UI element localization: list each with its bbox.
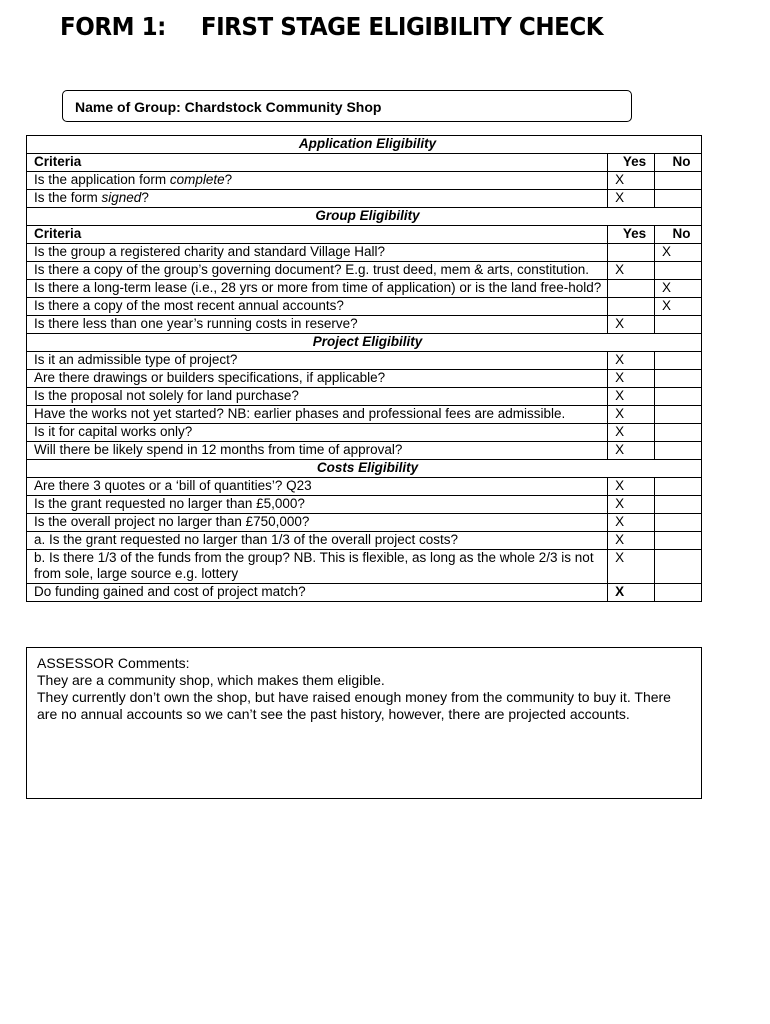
criteria-cell: Are there drawings or builders specifications, if applicable? xyxy=(27,370,608,388)
no-cell xyxy=(655,478,702,496)
section-title: Group Eligibility xyxy=(27,208,702,226)
table-row xyxy=(27,352,702,370)
yes-cell xyxy=(608,298,655,316)
yes-cell: X xyxy=(608,514,655,532)
table-row xyxy=(27,532,702,550)
yes-cell: X xyxy=(608,550,655,584)
table-row xyxy=(27,514,702,532)
table-row xyxy=(27,370,702,388)
table-row xyxy=(27,584,702,602)
no-cell: X xyxy=(655,298,702,316)
form-number: FORM 1: xyxy=(60,12,166,41)
criteria-cell: Is there less than one year’s running costs in reserve? xyxy=(27,316,608,334)
no-header: No xyxy=(655,154,702,172)
table-row xyxy=(27,406,702,424)
table-row xyxy=(27,316,702,334)
yes-cell: X xyxy=(608,584,655,602)
table-row xyxy=(27,550,702,584)
criteria-text-end: ? xyxy=(224,172,233,187)
criteria-cell: Is the group a registered charity and standard Village Hall? xyxy=(27,244,608,262)
criteria-cell: Are there 3 quotes or a ‘bill of quantities’? Q23 xyxy=(27,478,608,496)
form-heading: FIRST STAGE ELIGIBILITY CHECK xyxy=(200,12,604,41)
yes-cell: X xyxy=(608,424,655,442)
no-cell xyxy=(655,190,702,208)
table-row xyxy=(27,190,702,208)
header-row xyxy=(27,154,702,172)
criteria-header: Criteria xyxy=(27,154,608,172)
criteria-emphasis: signed xyxy=(101,190,142,205)
yes-cell: X xyxy=(608,262,655,280)
table-row xyxy=(27,280,702,298)
yes-cell xyxy=(608,244,655,262)
group-name: Name of Group: Chardstock Community Shop xyxy=(75,99,382,115)
yes-cell: X xyxy=(608,406,655,424)
no-cell xyxy=(655,262,702,280)
no-cell xyxy=(655,442,702,460)
comments-line: They currently don’t own the shop, but have raised enough money from the community to buy it. There are no annual accounts so we can’t see the past history, however, there are projected accounts. xyxy=(37,689,671,722)
criteria-cell: Is the overall project no larger than £750,000? xyxy=(27,514,608,532)
comments-line: They are a community shop, which makes them eligible. xyxy=(37,672,385,688)
yes-header: Yes xyxy=(608,226,655,244)
no-cell xyxy=(655,406,702,424)
section-row xyxy=(27,136,702,154)
no-cell xyxy=(655,584,702,602)
no-cell xyxy=(655,370,702,388)
yes-cell: X xyxy=(608,478,655,496)
criteria-emphasis: complete xyxy=(169,172,225,187)
table-row xyxy=(27,478,702,496)
criteria-cell: Is it an admissible type of project? xyxy=(27,352,608,370)
criteria-cell: Is it for capital works only? xyxy=(27,424,608,442)
no-cell xyxy=(655,352,702,370)
yes-header: Yes xyxy=(608,154,655,172)
criteria-cell xyxy=(27,172,608,190)
no-header: No xyxy=(655,226,702,244)
no-cell xyxy=(655,532,702,550)
comments-heading: ASSESSOR Comments: xyxy=(37,655,190,671)
criteria-text-end: ? xyxy=(141,190,149,205)
form-title xyxy=(60,12,603,41)
no-cell: X xyxy=(655,280,702,298)
no-cell: X xyxy=(655,244,702,262)
no-cell xyxy=(655,172,702,190)
table-row xyxy=(27,262,702,280)
yes-cell: X xyxy=(608,532,655,550)
criteria-cell: Is the grant requested no larger than £5,000? xyxy=(27,496,608,514)
yes-cell: X xyxy=(608,316,655,334)
criteria-cell: Is there a copy of the most recent annual accounts? xyxy=(27,298,608,316)
no-cell xyxy=(655,514,702,532)
criteria-cell: Do funding gained and cost of project match? xyxy=(27,584,608,602)
header-row xyxy=(27,226,702,244)
criteria-cell: Have the works not yet started? NB: earlier phases and professional fees are admissible. xyxy=(27,406,608,424)
criteria-text: Is the form xyxy=(34,190,102,205)
criteria-cell: Is there a long-term lease (i.e., 28 yrs or more from time of application) or is the land free-hold? xyxy=(27,280,608,298)
section-title: Application Eligibility xyxy=(27,136,702,154)
table-row xyxy=(27,388,702,406)
yes-cell: X xyxy=(608,388,655,406)
yes-cell: X xyxy=(608,370,655,388)
criteria-header: Criteria xyxy=(27,226,608,244)
group-name-box xyxy=(62,90,632,122)
criteria-cell xyxy=(27,190,608,208)
criteria-text: Is the application form xyxy=(34,172,170,187)
yes-cell: X xyxy=(608,442,655,460)
yes-cell: X xyxy=(608,190,655,208)
criteria-cell: b. Is there 1/3 of the funds from the group? NB. This is flexible, as long as the whole 2/3 is not from sole, large source e.g. lottery xyxy=(27,550,608,584)
yes-cell xyxy=(608,280,655,298)
table-row xyxy=(27,172,702,190)
table-row xyxy=(27,298,702,316)
assessor-comments-box xyxy=(26,647,702,799)
section-row xyxy=(27,208,702,226)
no-cell xyxy=(655,496,702,514)
yes-cell: X xyxy=(608,352,655,370)
criteria-cell: a. Is the grant requested no larger than 1/3 of the overall project costs? xyxy=(27,532,608,550)
criteria-cell: Will there be likely spend in 12 months from time of approval? xyxy=(27,442,608,460)
section-title: Costs Eligibility xyxy=(27,460,702,478)
criteria-cell: Is the proposal not solely for land purchase? xyxy=(27,388,608,406)
no-cell xyxy=(655,388,702,406)
table-row xyxy=(27,496,702,514)
table-row xyxy=(27,424,702,442)
no-cell xyxy=(655,316,702,334)
table-row xyxy=(27,442,702,460)
no-cell xyxy=(655,424,702,442)
section-row xyxy=(27,334,702,352)
table-row xyxy=(27,244,702,262)
section-row xyxy=(27,460,702,478)
eligibility-table xyxy=(26,135,702,602)
criteria-cell: Is there a copy of the group’s governing document? E.g. trust deed, mem & arts, constitution. xyxy=(27,262,608,280)
no-cell xyxy=(655,550,702,584)
section-title: Project Eligibility xyxy=(27,334,702,352)
yes-cell: X xyxy=(608,172,655,190)
yes-cell: X xyxy=(608,496,655,514)
